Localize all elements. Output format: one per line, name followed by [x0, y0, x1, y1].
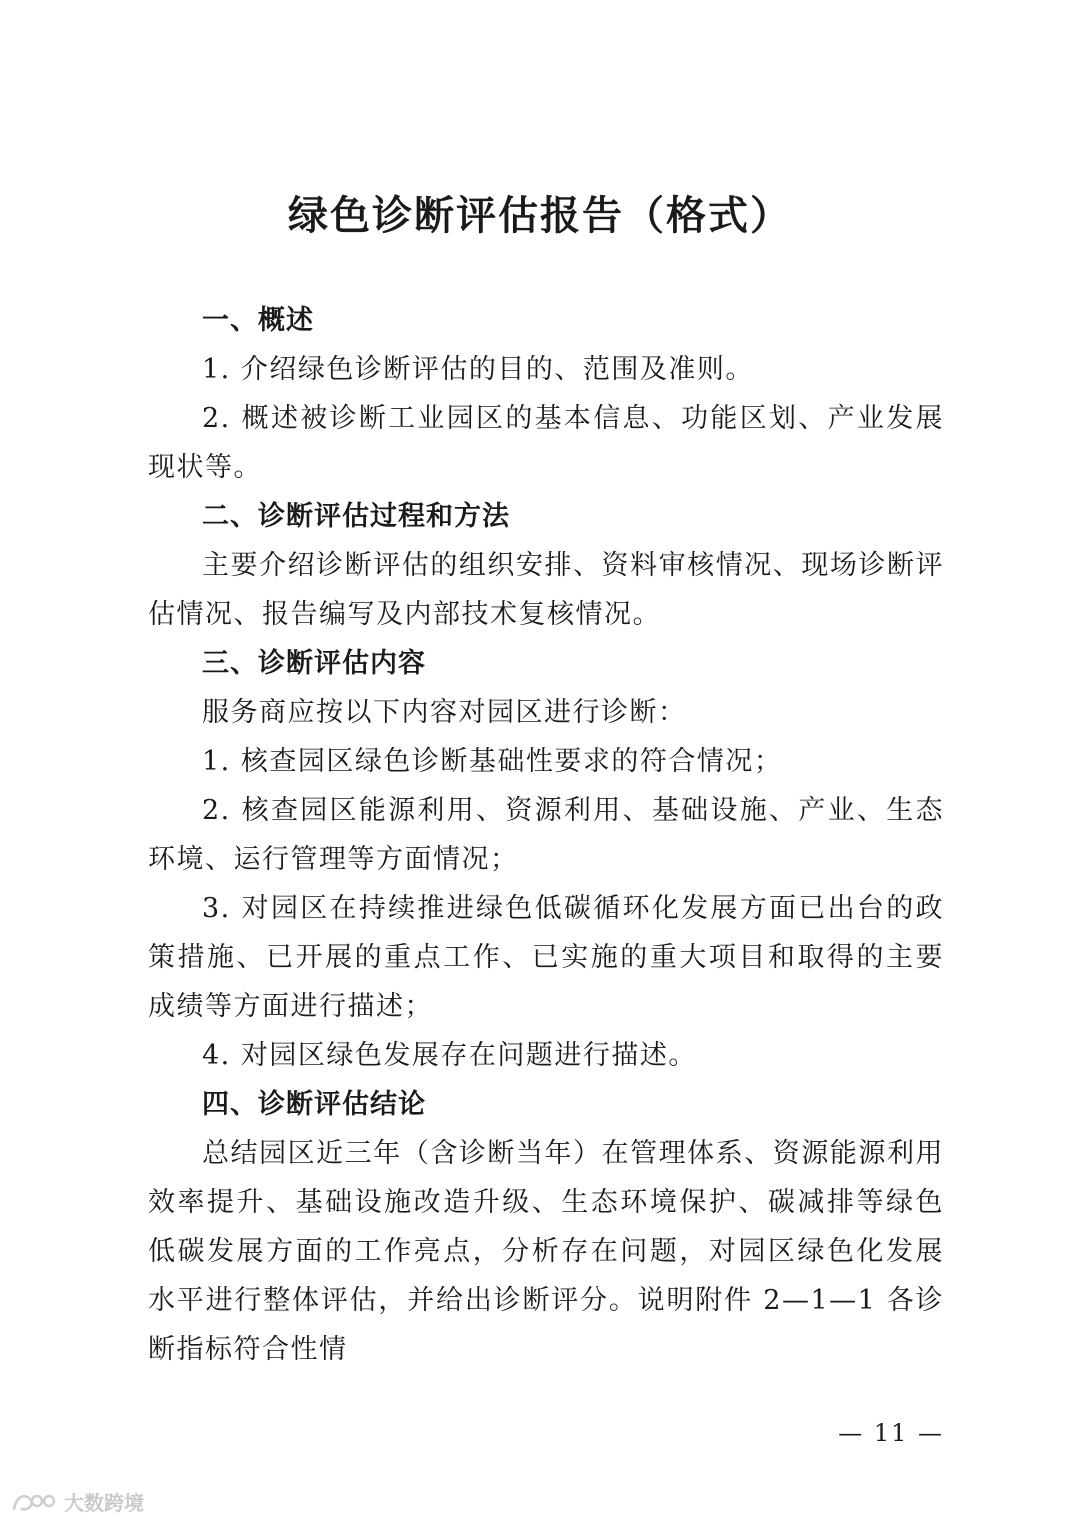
watermark-text: 大数跨境: [64, 1491, 144, 1515]
paragraph: 主要介绍诊断评估的组织安排、资料审核情况、现场诊断评估情况、报告编写及内部技术复核情况。: [148, 550, 944, 630]
section-heading: 四、诊断评估结论: [202, 1089, 426, 1120]
document-title: 绿色诊断评估报告（格式）: [288, 193, 792, 239]
section-heading: 三、诊断评估内容: [202, 648, 426, 679]
section-heading: 二、诊断评估过程和方法: [202, 501, 510, 532]
paragraph: 总结园区近三年（含诊断当年）在管理体系、资源能源利用效率提升、基础设施改造升级、生态环境保护、碳减排等绿色低碳发展方面的工作亮点，分析存在问题，对园区绿色化发展水平进行整体评估，并给出诊断评分。说明附件 2—1—1 各诊断指标符合性情: [148, 1138, 944, 1365]
section-heading: 一、概述: [202, 305, 314, 336]
watermark-logo-icon: [10, 1489, 60, 1515]
paragraph: 服务商应按以下内容对园区进行诊断：: [202, 697, 687, 728]
paragraph: 2. 概述被诊断工业园区的基本信息、功能区划、产业发展现状等。: [148, 403, 944, 483]
watermark: [10, 1487, 144, 1516]
document-body: [148, 296, 944, 1374]
paragraph: 2. 核查园区能源利用、资源利用、基础设施、产业、生态环境、运行管理等方面情况；: [148, 795, 944, 875]
paragraph: 1. 核查园区绿色诊断基础性要求的符合情况；: [202, 746, 783, 777]
paragraph: 3. 对园区在持续推进绿色低碳循环化发展方面已出台的政策措施、已开展的重点工作、已实施的重大项目和取得的主要成绩等方面进行描述；: [148, 893, 944, 1022]
paragraph: 4. 对园区绿色发展存在问题进行描述。: [202, 1040, 697, 1071]
paragraph: 1. 介绍绿色诊断评估的目的、范围及准则。: [202, 354, 754, 385]
page-number: — 11 —: [838, 1419, 944, 1447]
